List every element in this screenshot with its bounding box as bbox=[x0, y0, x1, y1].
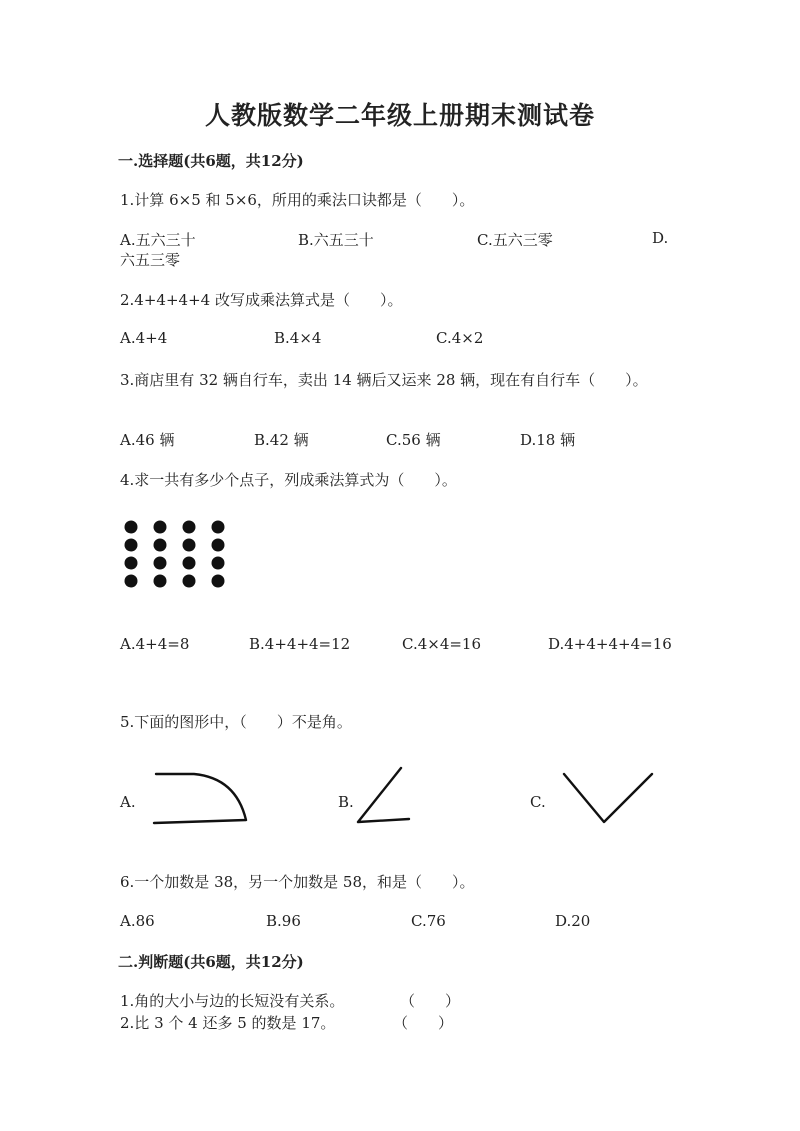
question-4-text: 4.求一共有多少个点子，列成乘法算式为（ ）。 bbox=[120, 471, 457, 489]
question-4-option-d: D.4+4+4+4=16 bbox=[548, 635, 672, 653]
question-1-text: 1.计算 6×5 和 5×6，所用的乘法口诀都是（ ）。 bbox=[120, 191, 475, 209]
question-5-option-c: C. bbox=[530, 793, 546, 811]
question-1-option-d-wrap: 六五三零 bbox=[120, 251, 181, 269]
curved-shape-figure bbox=[150, 770, 252, 828]
question-6-option-b: B.96 bbox=[266, 912, 301, 930]
dot bbox=[183, 575, 196, 588]
dot-grid-figure bbox=[124, 520, 234, 590]
judgement-1-text: 1.角的大小与边的长短没有关系。 bbox=[120, 992, 345, 1010]
question-3-text: 3.商店里有 32 辆自行车，卖出 14 辆后又运来 28 辆，现在有自行车（ ）。 bbox=[120, 371, 648, 389]
question-6-text: 6.一个加数是 38，另一个加数是 58，和是（ ）。 bbox=[120, 873, 475, 891]
dot bbox=[154, 557, 167, 570]
judgement-1-blank: （ ） bbox=[400, 992, 461, 1010]
question-6-option-a: A.86 bbox=[120, 912, 155, 930]
section-heading-judgement: 二.判断题(共6题，共12分) bbox=[118, 953, 304, 971]
question-4-option-c: C.4×4=16 bbox=[402, 635, 482, 653]
dot bbox=[212, 557, 225, 570]
question-5-option-b: B. bbox=[338, 793, 354, 811]
dot bbox=[125, 521, 138, 534]
question-2-option-b: B.4×4 bbox=[274, 329, 322, 347]
question-1-option-b: B.六五三十 bbox=[298, 231, 374, 249]
dot bbox=[125, 557, 138, 570]
dot bbox=[212, 539, 225, 552]
dot bbox=[183, 557, 196, 570]
dot bbox=[125, 539, 138, 552]
question-3-option-a: A.46 辆 bbox=[120, 431, 175, 449]
question-2-option-a: A.4+4 bbox=[120, 329, 168, 347]
question-4-option-a: A.4+4=8 bbox=[120, 635, 190, 653]
section-heading-choice: 一.选择题(共6题，共12分) bbox=[118, 152, 304, 170]
question-3-option-c: C.56 辆 bbox=[386, 431, 441, 449]
question-3-option-b: B.42 辆 bbox=[254, 431, 309, 449]
angle-b-figure bbox=[353, 764, 413, 828]
page-title: 人教版数学二年级上册期末测试卷 bbox=[204, 101, 595, 130]
question-2-option-c: C.4×2 bbox=[436, 329, 484, 347]
question-1-option-c: C.五六三零 bbox=[477, 231, 553, 249]
judgement-2-blank: （ ） bbox=[393, 1014, 454, 1032]
dot bbox=[154, 539, 167, 552]
dot bbox=[212, 521, 225, 534]
dot bbox=[125, 575, 138, 588]
judgement-2-text: 2.比 3 个 4 还多 5 的数是 17。 bbox=[120, 1014, 336, 1032]
dot bbox=[154, 575, 167, 588]
question-3-option-d: D.18 辆 bbox=[520, 431, 576, 449]
question-5-text: 5.下面的图形中，（ ）不是角。 bbox=[120, 713, 352, 731]
angle-c-figure bbox=[560, 770, 656, 828]
dot bbox=[183, 539, 196, 552]
question-6-option-c: C.76 bbox=[411, 912, 446, 930]
dot bbox=[212, 575, 225, 588]
dot bbox=[183, 521, 196, 534]
question-4-option-b: B.4+4+4=12 bbox=[249, 635, 351, 653]
question-5-option-a: A. bbox=[120, 793, 136, 811]
question-1-option-d: D. bbox=[652, 229, 669, 247]
question-6-option-d: D.20 bbox=[555, 912, 591, 930]
dot bbox=[154, 521, 167, 534]
question-2-text: 2.4+4+4+4 改写成乘法算式是（ ）。 bbox=[120, 291, 403, 309]
question-1-option-a: A.五六三十 bbox=[120, 231, 196, 249]
